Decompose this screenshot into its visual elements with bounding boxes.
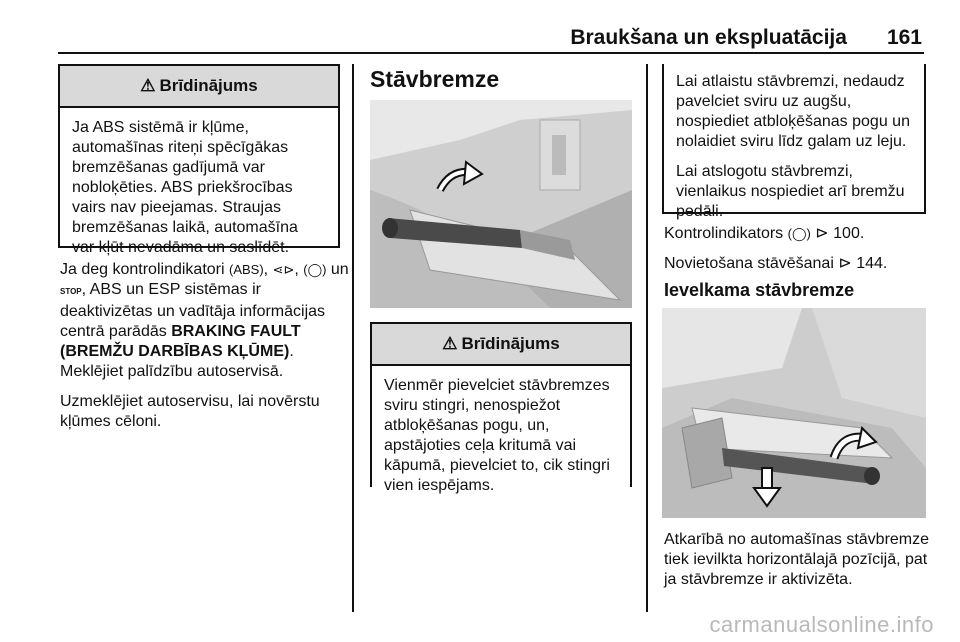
warning-triangle-icon: ⚠ xyxy=(140,76,156,95)
heading-retractable-brake: Ievelkama stāvbremze xyxy=(664,280,855,300)
warning-box-parking-brake xyxy=(370,322,632,494)
text-line: nolaidiet sviru līdz galam uz leju. xyxy=(676,133,907,150)
header-title-row xyxy=(0,26,922,50)
header-rule xyxy=(58,52,924,54)
esp-indicator-icon: ⋖⊳ xyxy=(272,262,295,277)
text-run: , ABS un ESP sistēmas ir xyxy=(81,281,261,298)
text-run: kļūmes cēloni. xyxy=(60,413,162,430)
release-instructions-text xyxy=(664,64,924,232)
warning-title: Brīdinājums xyxy=(159,76,258,95)
warning-line: var kļūt nevadāma un saslīdēt. xyxy=(72,239,290,256)
text-line: pedāli. xyxy=(676,203,724,220)
message-braking-fault-lv: (BREMŽU DARBĪBAS KĻŪME) xyxy=(60,343,290,360)
warning-line: sviru stingri, nenospiežot xyxy=(384,397,561,414)
warning-line: kāpumā, pievelciet to, cik stingri xyxy=(384,457,610,474)
text-line: tiek ievilkta horizontālajā pozīcijā, pat xyxy=(664,551,928,568)
text-run: Uzmeklējiet autoservisu, lai novērstu xyxy=(60,393,320,410)
heading-parking-brake: Stāvbremze xyxy=(370,66,500,92)
photo-retractable-brake xyxy=(662,308,926,518)
text-line: Lai atslogotu stāvbremzi, xyxy=(676,163,853,180)
text-line: Atkarībā no automašīnas stāvbremze xyxy=(664,531,930,548)
warning-title: Brīdinājums xyxy=(461,334,560,353)
left-body-text xyxy=(60,260,350,442)
page-number: 161 xyxy=(886,26,922,49)
watermark: carmanualsonline.info xyxy=(709,612,934,637)
lever-illustration xyxy=(370,100,632,308)
warning-line: vien iespējams. xyxy=(384,477,495,494)
warning-line: Vienmēr pievelciet stāvbremzes xyxy=(384,377,610,394)
photo-parking-brake-lever xyxy=(370,100,632,308)
retractable-brake-description xyxy=(664,530,940,590)
parking-reference xyxy=(664,254,934,274)
warning-header xyxy=(372,324,630,366)
text-line: Lai atlaistu stāvbremzi, nedaudz xyxy=(676,73,905,90)
warning-line: bremzēšanas laikā, automašīna xyxy=(72,219,298,236)
warning-line: apstājoties ceļa kritumā vai xyxy=(384,437,577,454)
warning-line: nobloķēties. ABS priekšrocības xyxy=(72,179,293,196)
text-run: Meklējiet palīdzību autoservisā. xyxy=(60,363,284,380)
text-line: ja stāvbremze ir aktivizēta. xyxy=(664,571,853,588)
warning-line: automašīnas riteņi spēcīgākas xyxy=(72,139,289,156)
relieve-paragraph xyxy=(676,162,912,222)
stop-indicator-icon: STOP xyxy=(60,287,82,296)
warning-line: bremzēšanas gadījumā var xyxy=(72,159,265,176)
warning-text xyxy=(60,108,338,268)
header-title: Braukšana un ekspluatācija xyxy=(570,26,847,49)
text-run: Kontrolindikators xyxy=(664,225,788,242)
brake-indicator-icon: (◯) xyxy=(787,226,811,241)
text-run: Novietošana stāvēšanai xyxy=(664,255,834,272)
abs-fault-paragraph: Ja deg kontrolindikatori (ABS), ⋖⊳, (◯) un STOP, ABS un ESP sistēmas ir deaktivizētas un vadītāja informācijas centrā parādās BRAKING FAULT (BREMŽU DARBĪBAS KĻŪME). Meklējiet palīdzību autoservisā. xyxy=(60,261,349,380)
text-run: deaktivizētas un vadītāja informācijas xyxy=(60,303,326,320)
retractable-lever-illustration xyxy=(662,308,926,518)
warning-triangle-icon: ⚠ xyxy=(442,334,458,353)
warning-line: Ja ABS sistēmā ir kļūme, xyxy=(72,119,249,136)
text-run: Ja deg kontrolindikatori xyxy=(60,261,229,278)
text-run: . xyxy=(289,343,294,360)
warning-box-abs xyxy=(58,64,340,256)
text-line: pavelciet sviru uz augšu, xyxy=(676,93,852,110)
warning-line: vairs nav pieejamas. Straujas xyxy=(72,199,281,216)
release-instructions-box xyxy=(662,64,926,220)
text-run: un xyxy=(326,261,349,278)
message-braking-fault: BRAKING FAULT xyxy=(171,323,301,340)
release-paragraph xyxy=(676,72,912,152)
text-line: vienlaikus nospiediet arī bremžu xyxy=(676,183,905,200)
warning-line: atbloķēšanas pogu, un, xyxy=(384,417,550,434)
warning-header xyxy=(60,66,338,108)
service-paragraph xyxy=(60,392,350,432)
column-divider-left xyxy=(352,64,354,612)
brake-indicator-icon: (◯) xyxy=(303,262,327,277)
page-reference-100[interactable]: ⊳ 100. xyxy=(810,225,865,242)
text-run: centrā parādās xyxy=(60,323,172,340)
text-line: nospiediet atbloķēšanas pogu un xyxy=(676,113,910,130)
abs-indicator-icon: (ABS) xyxy=(228,262,264,277)
column-divider-right xyxy=(646,64,648,612)
warning-text xyxy=(372,366,630,506)
right-references xyxy=(664,224,934,284)
page-reference-144[interactable]: ⊳ 144. xyxy=(833,255,888,272)
indicator-reference xyxy=(664,224,934,244)
